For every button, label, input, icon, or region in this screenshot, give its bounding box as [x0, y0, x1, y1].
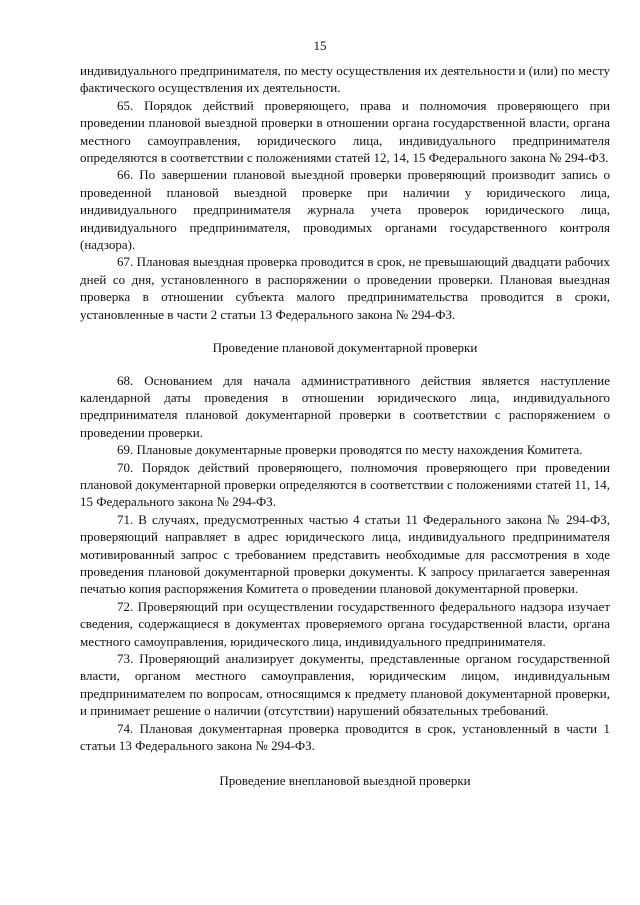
- paragraph-67: 67. Плановая выездная проверка проводится в срок, не превышающий двадцати рабочих дней со дня, установленного в распоряжении о проведении проверки. Плановая выездная проверка в отношении субъекта малого предпринимательства проводится в сроки, установленные в части 2 статьи 13 Федерального закона № 294-ФЗ.: [80, 254, 610, 322]
- document-body: [80, 62, 610, 790]
- paragraph-69: 69. Плановые документарные проверки проводятся по месту нахождения Комитета.: [117, 442, 583, 458]
- paragraph-70: 70. Порядок действий проверяющего, полномочия проверяющего при проведении плановой документарной проверки определяются в соответствии с положениями статей 11, 14, 15 Федерального закона № 294-ФЗ.: [80, 459, 610, 510]
- paragraph-72: 72. Проверяющий при осуществлении государственного федерального надзора изучает сведения, содержащиеся в документах проверяемого органа государственной власти, органа местного самоуправления, юридического лица, индивидуального предпринимателя.: [80, 598, 610, 649]
- paragraph-74: 74. Плановая документарная проверка проводится в срок, установленный в части 1 статьи 13 Федерального закона № 294-ФЗ.: [80, 720, 610, 754]
- section-heading-planned-documentary-inspection: Проведение плановой документарной проверки: [212, 340, 478, 356]
- paragraph-68: 68. Основанием для начала административного действия является наступление календарной даты проведения в отношении юридического лица, индивидуального предпринимателя плановой документарной проверки в соответствии с распоряжением о проведении проверки.: [80, 372, 610, 440]
- page-number: 15: [313, 38, 327, 53]
- paragraph-71: 71. В случаях, предусмотренных частью 4 статьи 11 Федерального закона № 294-ФЗ, проверяющий направляет в адрес юридического лица, индивидуального предпринимателя мотивированный запрос с требованием представить необходимые для рассмотрения в ходе проведения плановой документарной проверки документы. К запросу прилагается заверенная печатью копия распоряжения Комитета о проведении плановой документарной проверки.: [80, 511, 610, 597]
- paragraph-65: 65. Порядок действий проверяющего, права и полномочия проверяющего при проведении плановой выездной проверки в отношении органа государственной власти, органа местного самоуправления, юридического лица, индивидуального предпринимателя определяются в соответствии с положениями статей 12, 14, 15 Федерального закона № 294-ФЗ.: [80, 97, 610, 166]
- section-heading-unscheduled-onsite-inspection: Проведение внеплановой выездной проверки: [219, 773, 471, 789]
- paragraph-66: 66. По завершении плановой выездной проверки проверяющий производит запись о проведенной плановой выездной проверке при наличии у юридического лица, индивидуального предпринимателя журнала учета проверок юридического лица, индивидуального предпринимателя, проводимых органами государственного контроля (надзора).: [80, 167, 610, 253]
- paragraph-continuation: индивидуального предпринимателя, по месту осуществления их деятельности и (или) по месту фактического осуществления их деятельности.: [80, 63, 610, 96]
- paragraph-73: 73. Проверяющий анализирует документы, представленные органом государственной власти, органом местного самоуправления, юридическим лицом, индивидуальным предпринимателем по вопросам, относящимся к предмету плановой документарной проверки, и принимает решение о наличии (отсутствии) нарушений обязательных требований.: [80, 651, 610, 719]
